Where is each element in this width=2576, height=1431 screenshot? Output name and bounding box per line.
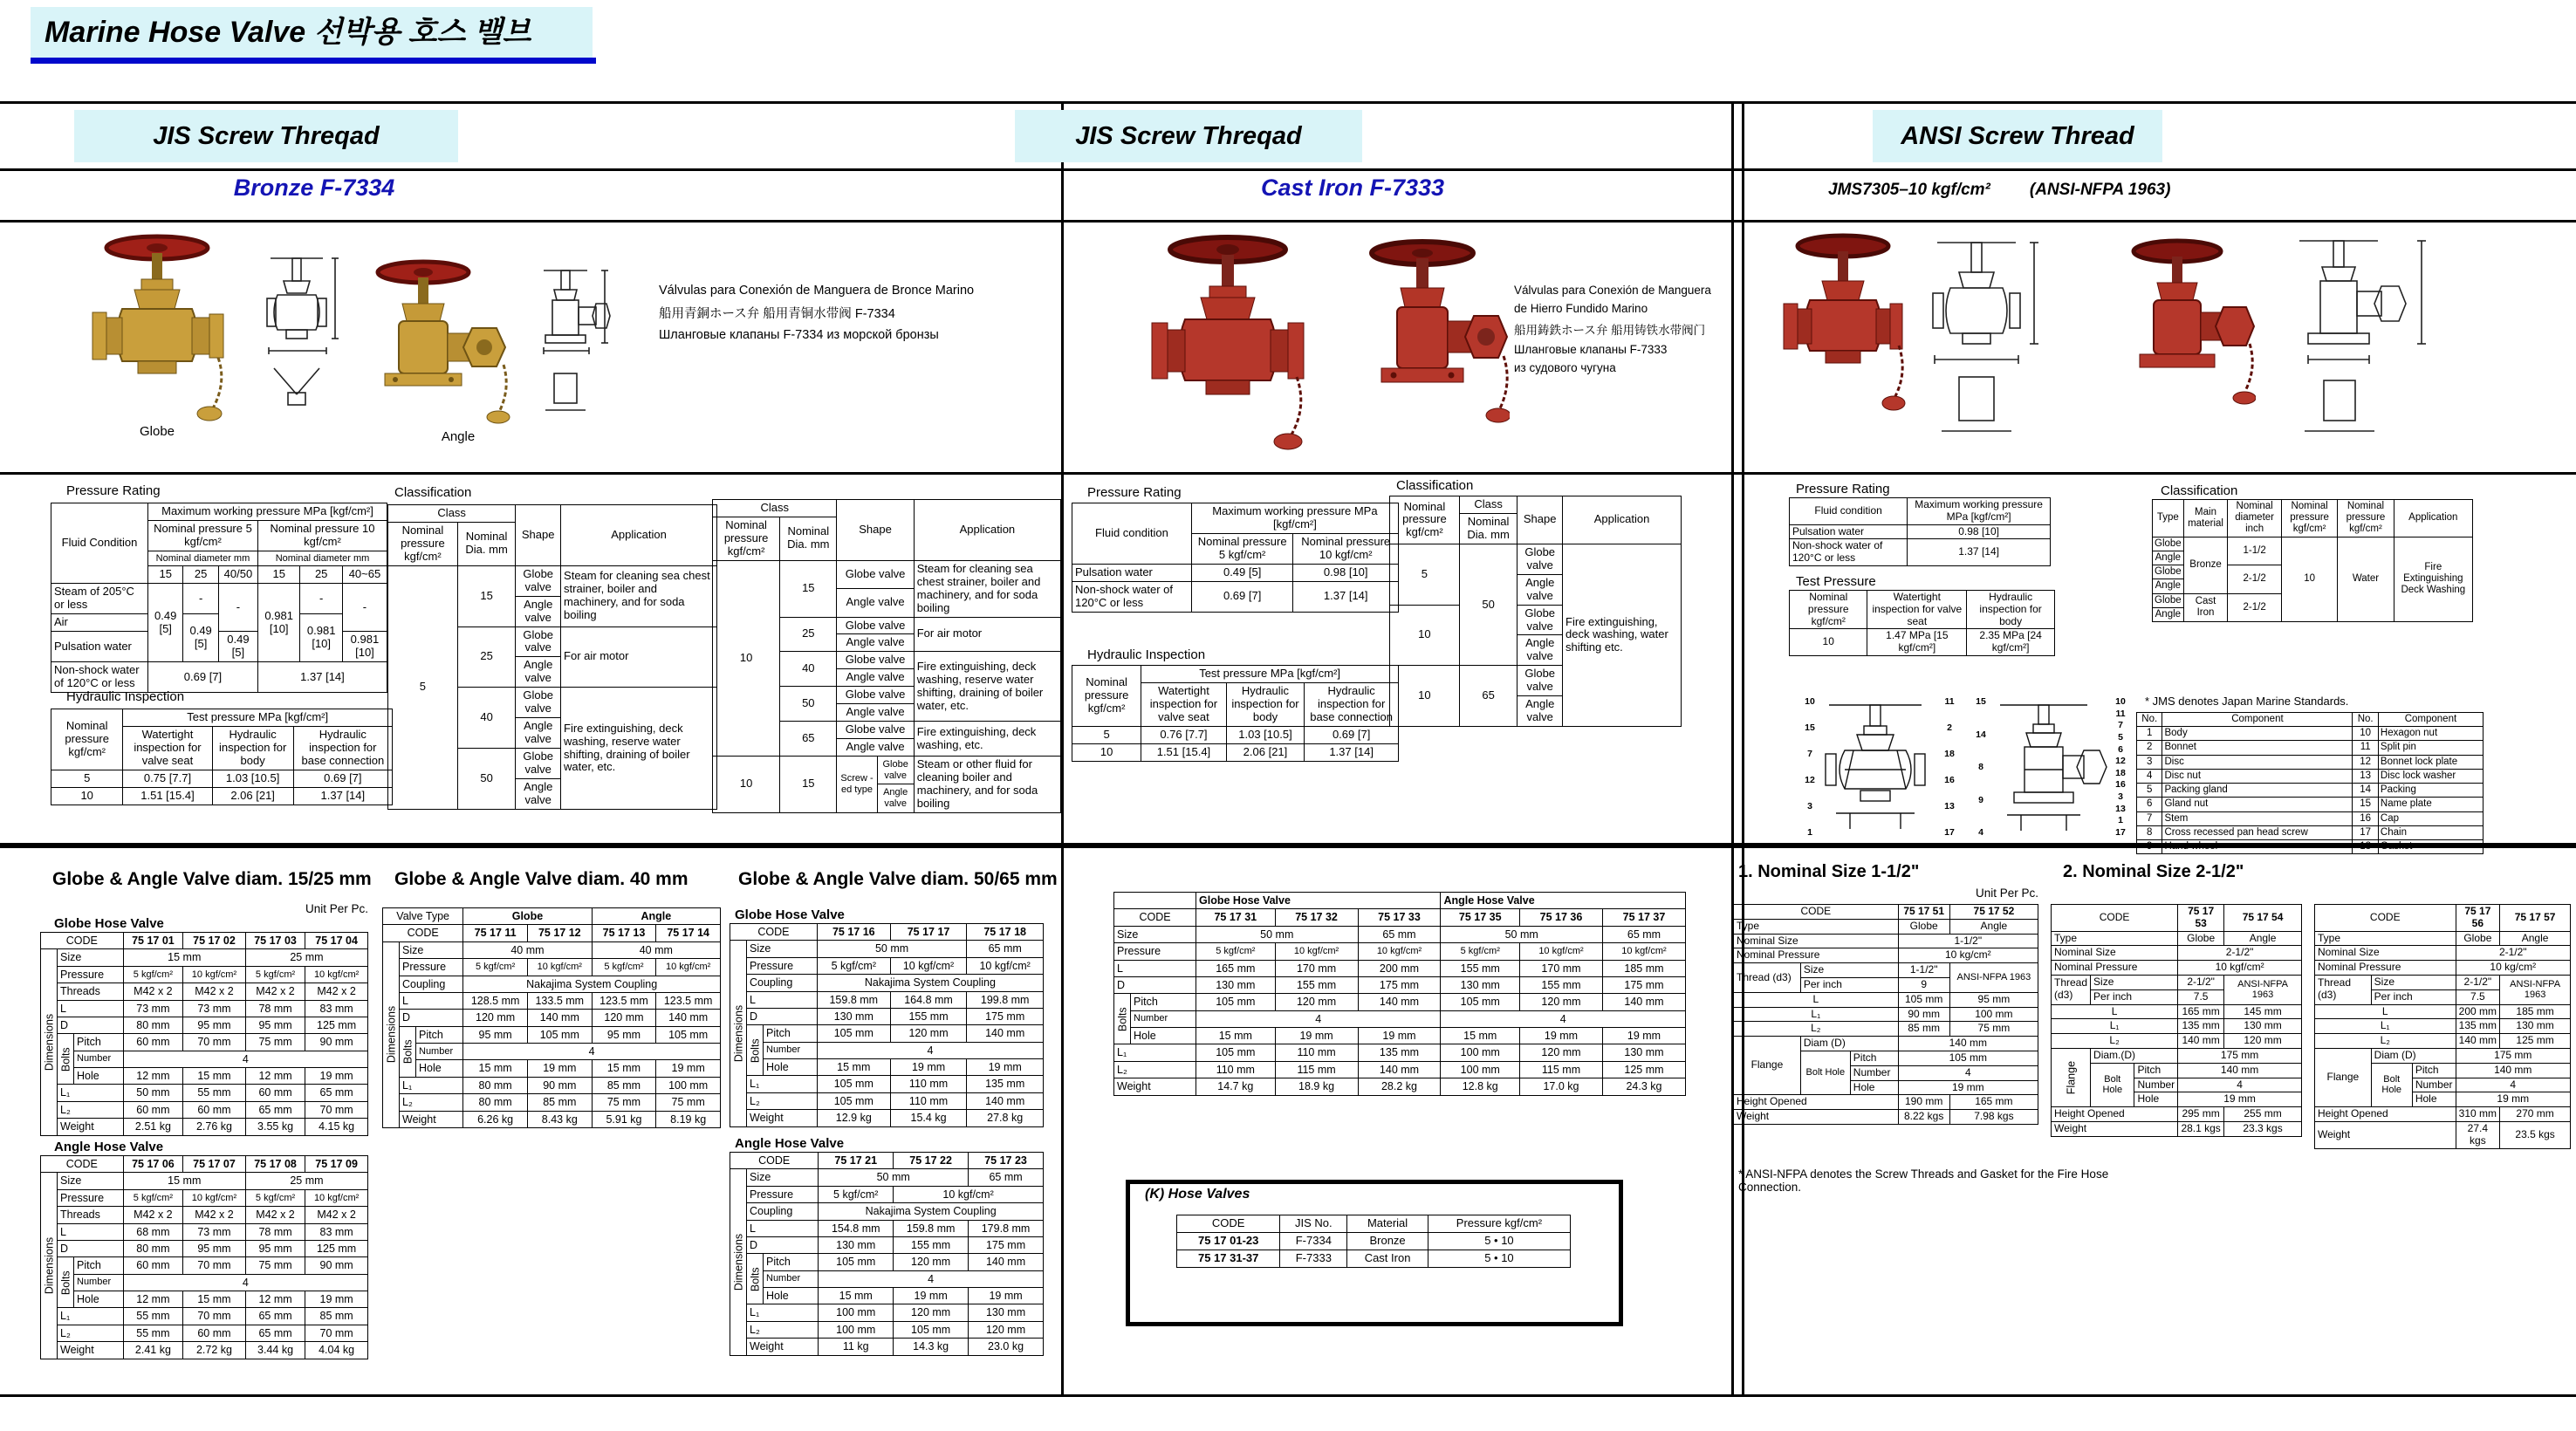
section-header-jis-middle: JIS Screw Threqad [1015, 110, 1362, 162]
angle-dimension-diagram [537, 260, 611, 430]
nominal-size-1-title: 1. Nominal Size 1-1/2" [1738, 862, 1920, 881]
cast-iron-globe-valve-image [1134, 229, 1322, 460]
parts-diagram-angle-callouts-left: 15 14 8 9 4 [1976, 696, 1986, 838]
left-hydraulic-inspection-title: Hydraulic Inspection [66, 689, 185, 704]
nominal-size-2-table-b: CODE 75 17 56 75 17 57 Type Globe Angle Nominal Size 2-1/2" Nominal Pressure 10 kg/cm² Thread (d3) Size 2-1/2" ANSI-NFPA 1963 Per inch 7.5 L 200 mm 185 mm L₁ 135 mm 130 mm L₂ 140 mm 125 mm Flange Diam (D) 175 mm Bolt Hole Pitch 140 mm Number 4 Hole 19 mm Height Opened 310 mm 270 mm Weight 27.4 kgs 23.5 kgs [2314, 904, 2571, 1149]
component-parts-table: No. Component No. Component 1 Body 10 Hexagon nut 2 Bonnet 11 Split pin 3 Disc 12 Bonnet lock plate 4 Disc nut 13 Disc lock washer 5 Packing gland 14 Packing 6 Gland nut 15 Name plate 7 Stem 16 Cap 8 Cross recessed pan head screw 17 Chain 9 Hand wheel 18 Gasket [2136, 712, 2484, 854]
globe-hose-valve-table-5065: CODE 75 17 16 75 17 17 75 17 18 Dimensions Size 50 mm 65 mm Pressure 5 kgf/cm² 10 kgf/cm² 10 kgf/cm² Coupling Nakajima System Coupling L 159.8 mm 164.8 mm 199.8 mm D 130 mm 155 mm 175 mm Bolts Pitch 105 mm 120 mm 140 mm Number 4 Hole 15 mm 19 mm 19 mm L₁ 105 mm 110 mm 135 mm L₂ 105 mm 110 mm 140 mm Weight 12.9 kg 15.4 kg 27.8 kg [730, 923, 1044, 1127]
diam-40-title: Globe & Angle Valve diam. 40 mm [394, 869, 689, 889]
jms-standard-label: JMS7305–10 kgf/cm² [1828, 181, 1990, 199]
ansi-angle-valve-image [2112, 234, 2256, 439]
valve-table-40: Valve Type Globe Angle CODE 75 17 11 75 17 12 75 17 13 75 17 14 Dimensions Size 40 mm 40 mm Pressure 5 kgf/cm² 10 kgf/cm² 5 kgf/cm² 10 kgf/cm² Coupling Nakajima System Coupling L 128.5 mm 133.5 mm 123.5 mm 123.5 mm D 120 mm 140 mm 120 mm 140 mm Bolts Pitch 95 mm 105 mm 95 mm 105 mm Number 4 Hole 15 mm 19 mm 15 mm 19 mm L₁ 80 mm 90 mm 85 mm 100 mm L₂ 80 mm 85 mm 75 mm 75 mm Weight 6.26 kg 8.43 kg 5.91 kg 8.19 kg [382, 907, 721, 1128]
left-hydraulic-inspection-table: Nominal pressure kgf/cm² Test pressure MPa [kgf/cm²] Watertight inspection for valve seat Hydraulic inspection for body Hydraulic inspection for base connection 5 0.75 [7.7] 1.03 [10.5] 0.69 [7] 10 1.51 [15.4] 2.06 [21] 1.37 [14] [51, 709, 393, 805]
left-pressure-rating-table: Fluid Condition Maximum working pressure MPa [kgf/cm²] Nominal pressure 5 kgf/cm² Nominal pressure 10 kgf/cm² Nominal diameter mm Nominal diameter mm 15 25 40/50 15 25 40~65 Steam of 205°C or less 0.49 [5] - - 0.981 [10] - - Air 0.49 [5] 0.981 [10] Pulsation water 0.49 [5] 0.981 [10] Non-shock water of 120°C or less 0.69 [7] 1.37 [14] [51, 503, 387, 693]
ansi-angle-outline-diagram [2282, 227, 2439, 462]
ansi-nfpa-label: (ANSI-NFPA 1963) [2029, 181, 2171, 199]
angle-hose-valve-label-5065: Angle Hose Valve [735, 1136, 845, 1151]
nominal-size-2-table-a: CODE 75 17 53 75 17 54 Type Globe Angle Nominal Size 2-1/2" Nominal Pressure 10 kgf/cm² Thread (d3) Size 2-1/2" ANSI-NFPA 1963 Per inch 7.5 L 165 mm 145 mm L₁ 135 mm 130 mm L₂ 140 mm 120 mm Flange Diam.(D) 175 mm Bolt Hole Pitch 140 mm Number 4 Hole 19 mm Height Opened 295 mm 255 mm Weight 28.1 kgs 23.3 kgs [2051, 904, 2302, 1137]
divider-middle-right-a [1731, 101, 1734, 1397]
rule-header [0, 168, 2576, 171]
jms-note: * JMS denotes Japan Marine Standards. [2145, 695, 2349, 708]
unit-per-pc-right: Unit Per Pc. [1975, 887, 2038, 900]
cast-iron-hose-valve-table: Globe Hose Valve Angle Hose Valve CODE 75 17 31 75 17 32 75 17 33 75 17 35 75 17 36 75 17 37 Size 50 mm 65 mm 50 mm 65 mm Pressure 5 kgf/cm² 10 kgf/cm² 10 kgf/cm² 5 kgf/cm² 10 kgf/cm² 10 kgf/cm² L 165 mm 170 mm 200 mm 155 mm 170 mm 185 mm D 130 mm 155 mm 175 mm 130 mm 155 mm 175 mm Bolts Pitch 105 mm 120 mm 140 mm 105 mm 120 mm 140 mm Number 4 4 Hole 15 mm 19 mm 19 mm 15 mm 19 mm 19 mm L₁ 105 mm 110 mm 135 mm 100 mm 120 mm 130 mm L₂ 110 mm 115 mm 140 mm 100 mm 115 mm 125 mm Weight 14.7 kg 18.9 kg 28.2 kg 12.8 kg 17.0 kg 24.3 kg [1113, 892, 1686, 1096]
parts-diagram-globe [1803, 696, 1956, 838]
parts-diagram-angle-drawing [1990, 696, 2112, 838]
subheader-ansi [1828, 181, 2387, 200]
unit-per-pc-left: Unit Per Pc. [305, 902, 368, 915]
divider-left-middle [1061, 101, 1064, 1397]
nominal-size-1-table: CODE 75 17 51 75 17 52 Type Globe Angle Nominal Size 1-1/2" Nominal Pressure 10 kg/cm² Thread (d3) Size 1-1/2" ANSI-NFPA 1963 Per inch 9 L 105 mm 95 mm L₁ 90 mm 100 mm L₂ 85 mm 75 mm Flange Diam (D) 140 mm Bolt Hole Pitch 105 mm Number 4 Hole 19 mm Height Opened 190 mm 165 mm Weight 8.22 kgs 7.98 kgs [1733, 904, 2038, 1125]
angle-image-label: Angle [441, 429, 476, 444]
mid-pressure-rating-table: Fluid condition Maximum working pressure MPa [kgf/cm²] Nominal pressure 5 kgf/cm² Nominal pressure 10 kgf/cm² Pulsation water 0.49 [5] 0.98 [10] Non-shock water of 120°C or less 0.69 [7] 1.37 [14] [1072, 503, 1399, 613]
right-pressure-rating-table: Fluid condition Maximum working pressure MPa [kgf/cm²] Pulsation water 0.98 [10] Non-shock water of 120°C or less 1.37 [14] [1789, 497, 2051, 566]
mid-hydraulic-inspection-table: Nominal pressure kgf/cm² Test pressure MPa [kgf/cm²] Watertight inspection for valve seat Hydraulic inspection for body Hydraulic inspection for base connection 5 0.76 [7.7] 1.03 [10.5] 0.69 [7] 10 1.51 [15.4] 2.06 [21] 1.37 [14] [1072, 665, 1399, 762]
globe-hose-valve-table-1525: CODE 75 17 01 75 17 02 75 17 03 75 17 04 Dimensions Size 15 mm 25 mm Pressure 5 kgf/cm² 10 kgf/cm² 5 kgf/cm² 10 kgf/cm² Threads M42 x 2 M42 x 2 M42 x 2 M42 x 2 L 73 mm 73 mm 78 mm 83 mm D 80 mm 95 mm 95 mm 125 mm Bolts Pitch 60 mm 70 mm 75 mm 90 mm Number 4 Hole 12 mm 15 mm 12 mm 19 mm L₁ 50 mm 55 mm 60 mm 65 mm L₂ 60 mm 60 mm 65 mm 70 mm Weight 2.51 kg 2.76 kg 3.55 kg 4.15 kg [40, 932, 368, 1136]
right-classification-table: Type Main material Nominal diameter inch Nominal pressure kgf/cm² Nominal pressure kgf/cm² Application Globe Bronze 1-1/2 10 Water Fire Extinguishing Deck Washing Angle Globe 2-1/2 Angle Globe Cast Iron 2-1/2 Angle [2152, 499, 2473, 622]
right-pressure-rating-title: Pressure Rating [1796, 482, 1890, 496]
rule-subheader [0, 220, 2576, 223]
globe-hose-valve-label-1525: Globe Hose Valve [54, 916, 164, 931]
right-test-pressure-title: Test Pressure [1796, 574, 1876, 589]
diam-50-65-title: Globe & Angle Valve diam. 50/65 mm [738, 869, 1058, 889]
left-pressure-rating-title: Pressure Rating [66, 483, 161, 498]
ansi-nfpa-note: * ANSI-NFPA denotes the Screw Threads and Gasket for the Fire Hose Connection. [1738, 1167, 2109, 1194]
mid-classification-table: Nominal pressure kgf/cm² Class Shape Application Nominal Dia. mm 5 50 Globe valve Fire extinguishing, deck washing, water shifting etc. Angle valve 10 Globe valve Angle valve 10 65 Globe valve Angle valve [1389, 496, 1682, 727]
bronze-globe-valve-image [77, 229, 238, 425]
mid-classification-title: Classification [1396, 478, 1474, 493]
ansi-globe-outline-diagram [1924, 229, 2046, 460]
angle-hose-valve-label-1525: Angle Hose Valve [54, 1140, 164, 1154]
angle-hose-valve-table-1525: CODE 75 17 06 75 17 07 75 17 08 75 17 09 Dimensions Size 15 mm 25 mm Pressure 5 kgf/cm² 10 kgf/cm² 5 kgf/cm² 10 kgf/cm² Threads M42 x 2 M42 x 2 M42 x 2 M42 x 2 L 68 mm 73 mm 78 mm 83 mm D 80 mm 95 mm 95 mm 125 mm Bolts Pitch 60 mm 70 mm 75 mm 90 mm Number 4 Hole 12 mm 15 mm 12 mm 19 mm L₁ 55 mm 70 mm 65 mm 85 mm L₂ 55 mm 60 mm 65 mm 70 mm Weight 2.41 kg 2.72 kg 3.44 kg 4.04 kg [40, 1155, 368, 1359]
k-hose-valves-title: (K) Hose Valves [1145, 1187, 1250, 1202]
cast-iron-description: Válvulas para Conexión de Manguera de Hierro Fundido Marino 船用鋳鉄ホース弁 船用铸铁水带阀门 Шланговые клапаны F-7333 из судового чугуна [1514, 284, 1711, 374]
left-classification-5-table: Class Shape Application Nominal pressure kgf/cm² Nominal Dia. mm 5 15 Globe valve Steam for cleaning sea chest strainer, boiler and machinery, and for soda boiling Angle valve 25 Globe valve For air motor Angle valve 40 Globe valve Fire extinguishing, deck washing, reserve water shifting, draining of boiler water, etc. Angle valve 50 Globe valve Angle valve [387, 504, 717, 810]
bronze-angle-valve-image [353, 255, 528, 442]
left-classification-title: Classification [394, 485, 472, 500]
mid-pressure-rating-title: Pressure Rating [1087, 485, 1182, 500]
rule-bottom [0, 1394, 2576, 1397]
parts-diagram-globe-callouts-left: 10 15 7 12 3 1 [1805, 696, 1815, 838]
bronze-description: Válvulas para Conexión de Manguera de Bronce Marino 船用青銅ホース弁 船用青铜水带阀 F-7334 Шланговые клапаны F-7334 из морской бронзы [659, 284, 975, 342]
page-title-text: Marine Hose Valve 선박용 호스 밸브 [45, 16, 531, 49]
globe-image-label: Globe [139, 424, 175, 439]
ansi-globe-valve-image [1771, 229, 1915, 438]
parts-diagram-angle-callouts-right: 10 11 7 5 6 12 18 16 3 13 1 17 [2115, 696, 2126, 838]
right-test-pressure-table: Nominal pressure kgf/cm² Watertight inspection for valve seat Hydraulic inspection for body 10 1.47 MPa [15 kgf/cm²] 2.35 MPa [24 kgf/cm²] [1789, 590, 2055, 656]
section-header-jis-left: JIS Screw Threqad [74, 110, 458, 162]
left-classification-10-table: Class Shape Application Nominal pressure kgf/cm² Nominal Dia. mm 10 15 Globe valve Steam for cleaning sea chest strainer, boiler and machinery, and for soda boiling Angle valve 25 Globe valve For air motor Angle valve 40 Globe valve Fire extinguishing, deck washing, reserve water shifting, draining of boiler water, etc. Angle valve 50 Globe valve Angle valve 65 Globe valve Fire extinguishing, deck washing, etc. Angle valve 10 15 Screw -ed type Globe valve Steam or other fluid for cleaning boiler and machinery, and for soda boiling Angle valve [712, 499, 1061, 813]
globe-hose-valve-label-5065: Globe Hose Valve [735, 907, 845, 922]
k-hose-valves-table: CODE JIS No. Material Pressure kgf/cm² 75 17 01-23 F-7334 Bronze 5 • 10 75 17 31-37 F-7333 Cast Iron 5 • 10 [1176, 1215, 1571, 1268]
divider-middle-right-b [1742, 101, 1744, 1397]
parts-diagram-globe-callouts-right: 11 2 18 16 13 17 [1944, 696, 1955, 838]
parts-diagram-globe-drawing [1819, 696, 1941, 838]
parts-diagram-angle [1974, 696, 2127, 838]
section-header-ansi: ANSI Screw Thread [1873, 110, 2162, 162]
cast-iron-angle-valve-image [1348, 234, 1510, 456]
page-title [31, 7, 593, 58]
angle-hose-valve-table-5065: CODE 75 17 21 75 17 22 75 17 23 Dimensions Size 50 mm 65 mm Pressure 5 kgf/cm² 10 kgf/cm² Coupling Nakajima System Coupling L 154.8 mm 159.8 mm 179.8 mm D 130 mm 155 mm 175 mm Bolts Pitch 105 mm 120 mm 140 mm Number 4 Hole 15 mm 19 mm 19 mm L₁ 100 mm 120 mm 130 mm L₂ 100 mm 105 mm 120 mm Weight 11 kg 14.3 kg 23.0 kg [730, 1152, 1044, 1356]
right-classification-title: Classification [2161, 483, 2238, 498]
globe-dimension-diagram [262, 246, 345, 425]
subheader-bronze: Bronze F-7334 [233, 175, 395, 201]
mid-hydraulic-inspection-title: Hydraulic Inspection [1087, 647, 1206, 662]
diam-15-25-title: Globe & Angle Valve diam. 15/25 mm [52, 869, 372, 889]
rule-images [0, 472, 2576, 475]
rule-top [0, 101, 2576, 104]
nominal-size-2-title: 2. Nominal Size 2-1/2" [2063, 862, 2244, 881]
title-underline [31, 58, 596, 64]
subheader-cast-iron: Cast Iron F-7333 [1260, 175, 1445, 201]
